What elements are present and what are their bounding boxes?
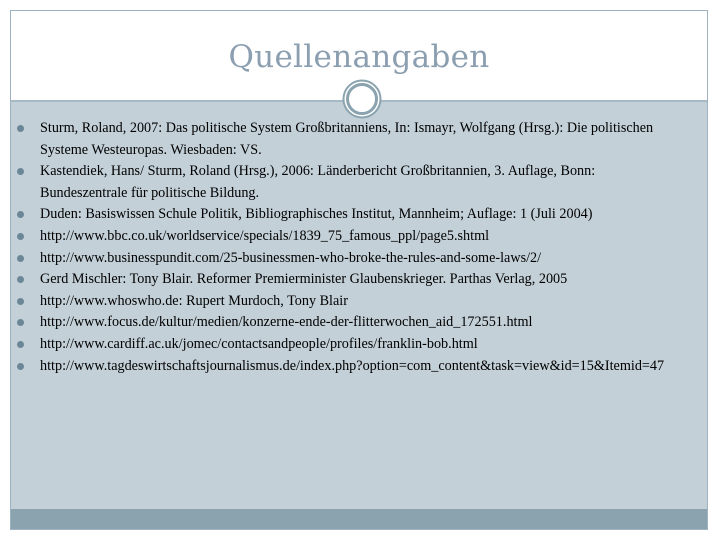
- list-item: [14, 161, 679, 204]
- list-item: [14, 204, 679, 226]
- bullet-icon: [17, 233, 24, 240]
- list-item: [14, 248, 679, 270]
- bullet-icon: [17, 276, 24, 283]
- reference-link[interactable]: http://www.tagdeswirtschaftsjournalismus.de/index.php?option=com_content&task=view&id=15&Itemid=47: [40, 357, 665, 374]
- reference-link[interactable]: http://www.businesspundit.com/25-businessmen-who-broke-the-rules-and-some-laws/2/: [40, 249, 542, 266]
- bullet-icon: [17, 125, 24, 132]
- list-item: [14, 291, 679, 313]
- reference-text: Duden: Basiswissen Schule Politik, Bibliographisches Institut, Mannheim; Auflage: 1 (Juli 2004): [40, 206, 593, 223]
- reference-list: [14, 118, 679, 377]
- list-item: [14, 118, 679, 161]
- reference-text: Kastendiek, Hans/ Sturm, Roland (Hrsg.), 2006: Länderbericht Großbritannien, 3. Auflage, Bonn: Bundeszentrale für politische Bildung.: [40, 163, 596, 201]
- reference-link[interactable]: http://www.whoswho.de: Rupert Murdoch, Tony Blair: [40, 292, 348, 309]
- bullet-icon: [17, 341, 24, 348]
- reference-link[interactable]: http://www.bbc.co.uk/worldservice/specials/1839_75_famous_ppl/page5.shtml: [40, 227, 490, 244]
- reference-link[interactable]: http://www.focus.de/kultur/medien/konzerne-ende-der-flitterwochen_aid_172551.html: [40, 314, 533, 331]
- bullet-icon: [17, 255, 24, 262]
- list-item: [14, 312, 679, 334]
- bullet-icon: [17, 298, 24, 305]
- bullet-icon: [17, 211, 24, 218]
- reference-text: Sturm, Roland, 2007: Das politische System Großbritanniens, In: Ismayr, Wolfgang (Hrsg.): Die politischen Systeme Westeuropas. Wiesbaden: VS.: [40, 120, 654, 158]
- list-item: [14, 226, 679, 248]
- reference-text: Gerd Mischler: Tony Blair. Reformer Premierminister Glaubenskrieger. Parthas Verlag, 2005: [40, 271, 568, 288]
- circle-ornament-icon: [342, 79, 382, 119]
- list-item: [14, 334, 679, 356]
- list-item: [14, 356, 679, 378]
- bullet-icon: [17, 319, 24, 326]
- bullet-icon: [17, 363, 24, 370]
- slide-title: Quellenangaben: [228, 39, 490, 75]
- bullet-icon: [17, 168, 24, 175]
- reference-link[interactable]: http://www.cardiff.ac.uk/jomec/contactsandpeople/profiles/franklin-bob.html: [40, 335, 478, 352]
- footer-bar: [11, 509, 707, 529]
- list-item: [14, 269, 679, 291]
